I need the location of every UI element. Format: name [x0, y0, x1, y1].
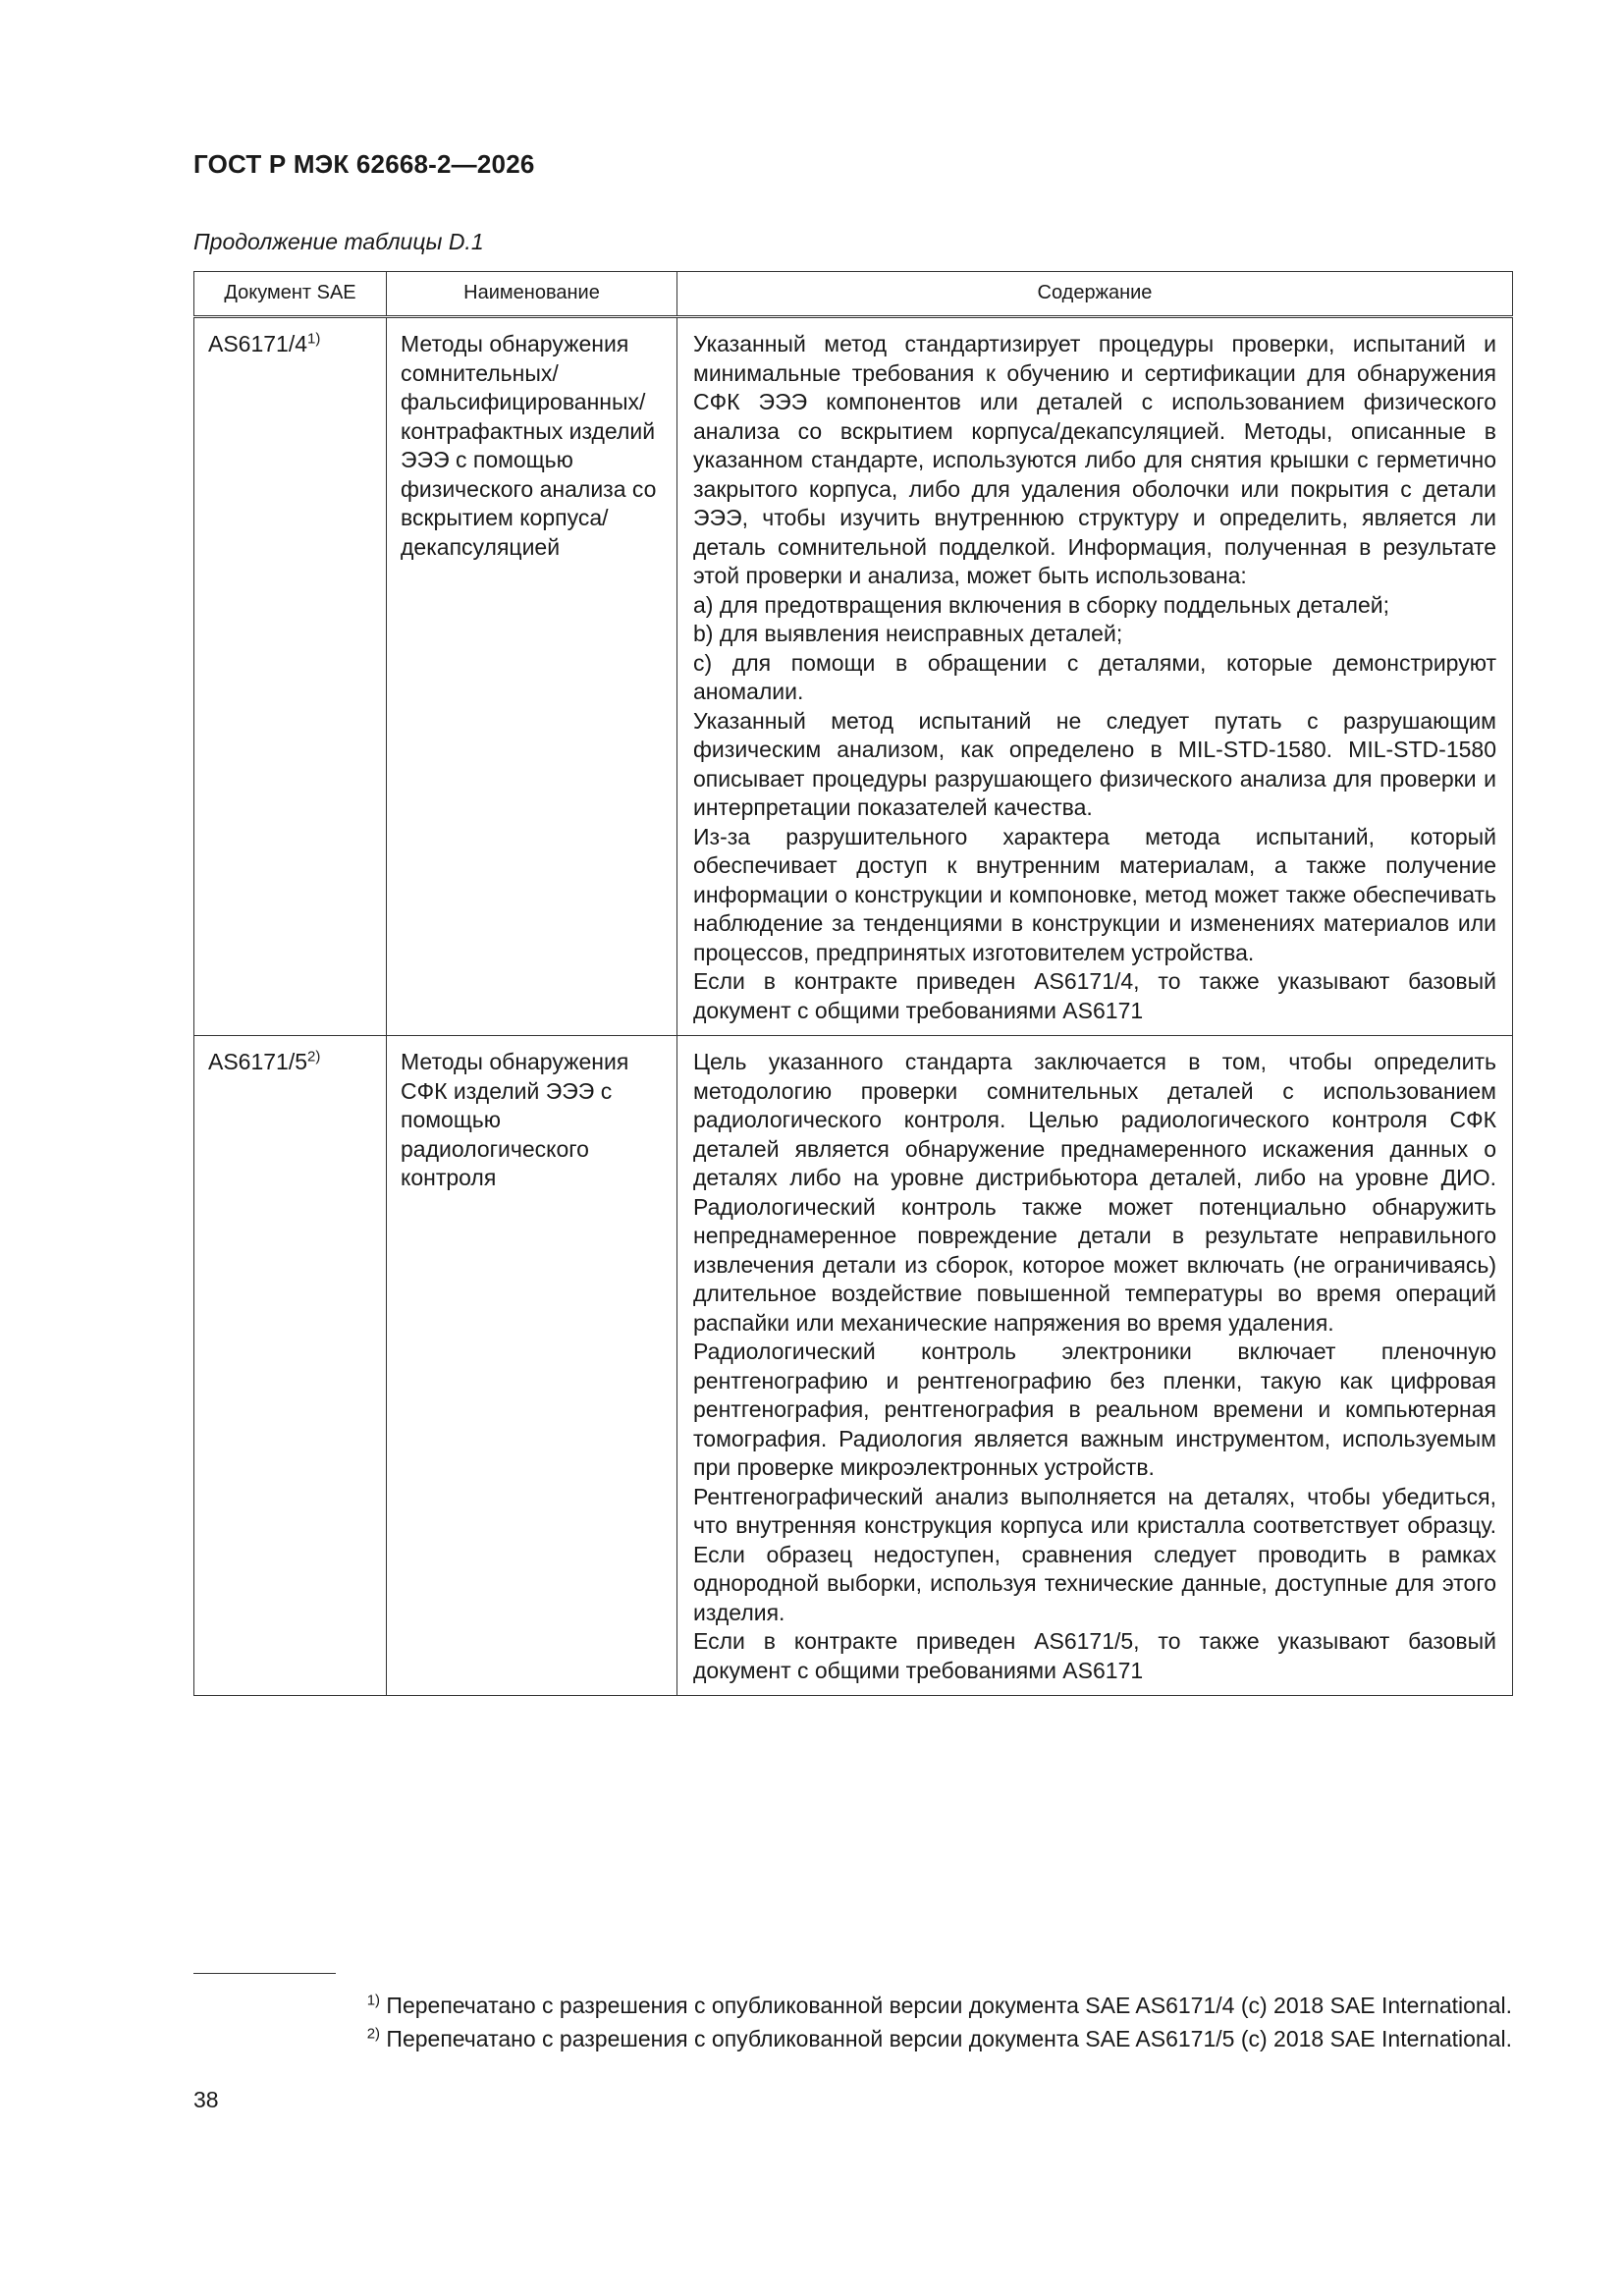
content-list-item: a) для предотвращения включения в сборку поддельных деталей;	[693, 591, 1390, 618]
footnote	[193, 2022, 1512, 2055]
content-paragraph: Рентгенографический анализ выполняется на деталях, чтобы убедиться, что внутренняя конструкция корпуса или кристалла соответствует образцу. Если образец недоступен, сравнения следует проводить в рамках однородной выборки, используя технические данные, доступные для этого изделия.	[693, 1483, 1496, 1625]
table-caption: Продолжение таблицы D.1	[193, 229, 484, 254]
sae-documents-table	[193, 271, 1513, 1696]
content-paragraph: Указанный метод стандартизирует процедуры проверки, испытаний и минимальные требования к обучению и сертификации для обнаружения СФК ЭЭЭ компонентов или деталей с использованием физического анализа со вскрытием корпуса/декапсуляцией. Методы, описанные в указанном стандарте, используются либо для снятия крышки с герметично закрытого корпуса, либо для удаления оболочки или покрытия с детали ЭЭЭ, чтобы изучить внутреннюю структуру и определить, является ли деталь сомнительной подделкой. Информация, полученная в результате этой проверки и анализа, может быть использована:	[693, 331, 1496, 588]
doc-content-cell	[677, 1036, 1513, 1696]
column-header-name: Наименование	[387, 272, 677, 317]
document-header: ГОСТ Р МЭК 62668-2—2026	[193, 149, 535, 179]
content-list-item: b) для выявления неисправных деталей;	[693, 621, 1123, 646]
doc-name-cell: Методы обнаружения СФК изделий ЭЭЭ с помощью радиологического контроля	[387, 1036, 677, 1696]
column-header-content: Содержание	[677, 272, 1513, 317]
footnote-separator	[193, 1973, 336, 1974]
doc-id-cell	[194, 1036, 387, 1696]
footnote-mark: 2)	[366, 2025, 381, 2043]
footnote-text: Перепечатано с разрешения с опубликованной версии документа SAE AS6171/4 (c) 2018 SAE International.	[386, 1993, 1512, 2018]
doc-id: AS6171/5	[208, 1049, 308, 1074]
content-list-item: c) для помощи в обращении с деталями, которые демонстрируют аномалии.	[693, 649, 1496, 704]
content-paragraph: Цель указанного стандарта заключается в том, чтобы определить методологию проверки сомнительных деталей с использованием радиологического контроля. Целью радиологического контроля СФК деталей является обнаружение преднамеренного искажения данных о деталях либо на уровне дистрибьютора деталей, либо на уровне ДИО. Радиологический контроль также может потенциально обнаружить непреднамеренное повреждение детали в результате неправильного извлечения детали из сборок, которое может включать (не ограничиваясь) длительное воздействие повышенной температуры во время операций распайки или механические напряжения во время удаления.	[693, 1049, 1496, 1336]
footnote-ref: 2)	[307, 1048, 321, 1066]
table-row	[194, 1036, 1513, 1696]
page-number: 38	[193, 2087, 219, 2112]
footnote-ref: 1)	[307, 330, 321, 348]
content-paragraph: Если в контракте приведен AS6171/4, то также указывают базовый документ с общими требованиями AS6171	[693, 968, 1496, 1023]
content-paragraph: Указанный метод испытаний не следует путать с разрушающим физическим анализом, как определено в MIL-STD-1580. MIL-STD-1580 описывает процедуры разрушающего физического анализа для проверки и интерпретации показателей качества.	[693, 707, 1496, 820]
footnotes	[193, 1989, 1512, 2055]
content-paragraph: Радиологический контроль электроники включает пленочную рентгенографию и рентгенографию без пленки, такую как цифровая рентгенография, рентгенография в реальном времени и компьютерная томография. Радиология является важным инструментом, используемым при проверке микроэлектронных устройств.	[693, 1339, 1496, 1480]
footnote	[193, 1989, 1512, 2022]
footnote-text: Перепечатано с разрешения с опубликованной версии документа SAE AS6171/5 (c) 2018 SAE International.	[386, 2026, 1512, 2051]
doc-content-cell	[677, 317, 1513, 1036]
content-paragraph: Из-за разрушительного характера метода испытаний, который обеспечивает доступ к внутренним материалам, а также получение информации о конструкции и компоновке, метод может также обеспечивать наблюдение за тенденциями в конструкции и изменениях материалов или процессов, предпринятых изготовителем устройства.	[693, 823, 1496, 965]
footnote-mark: 1)	[366, 1992, 381, 2009]
content-paragraph: Если в контракте приведен AS6171/5, то также указывают базовый документ с общими требованиями AS6171	[693, 1628, 1496, 1683]
table-header-row	[194, 272, 1513, 317]
doc-id: AS6171/4	[208, 331, 308, 356]
table-row	[194, 317, 1513, 1036]
doc-id-cell	[194, 317, 387, 1036]
column-header-document: Документ SAE	[194, 272, 387, 317]
doc-name-cell: Методы обнаружения сомнительных/фальсифицированных/контрафактных изделий ЭЭЭ с помощью физического анализа со вскрытием корпуса/декапсуляцией	[387, 317, 677, 1036]
